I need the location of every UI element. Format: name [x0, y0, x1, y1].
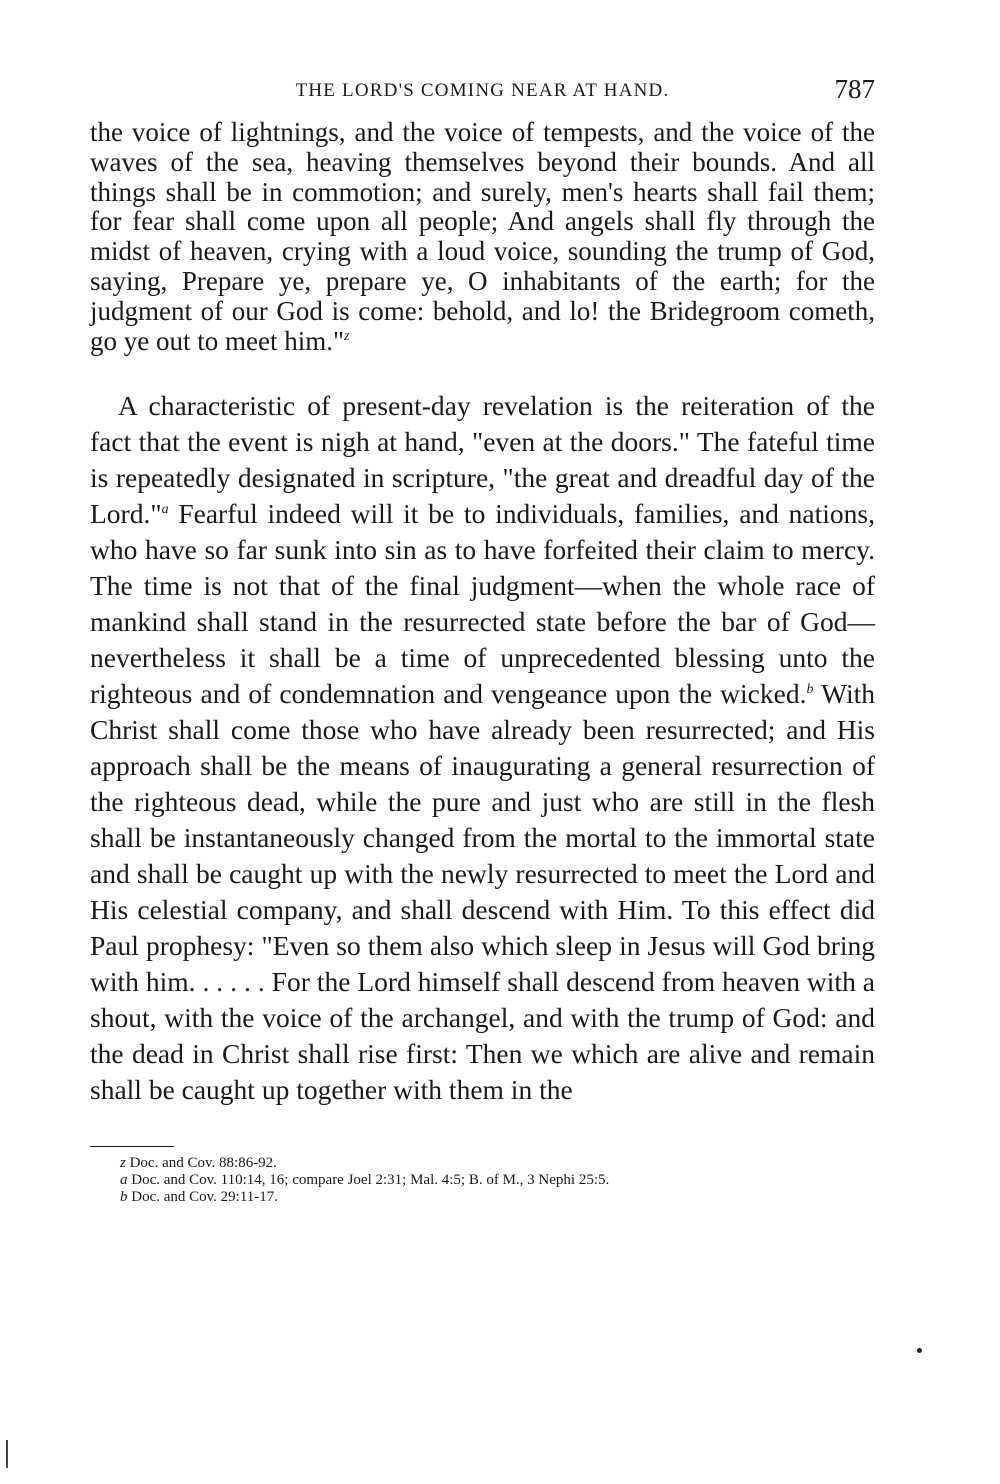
footnote-mark: z — [120, 1155, 126, 1172]
ink-speck — [917, 1348, 922, 1353]
footnote-text: Doc. and Cov. 29:11-17. — [127, 1189, 279, 1206]
footnotes — [90, 1155, 875, 1206]
paragraph-text: the voice of lightnings, and the voice of tempests, and the voice of the waves of the sea, heaving themselves beyond their bounds. And all things shall be in commotion; and surely, men's hearts shall fail them; for fear shall come upon all people; And angels shall fly through the midst of heaven, crying with a loud voice, sounding the trump of God, saying, Prepare ye, prepare ye, O inhabitants of the earth; for the judgment of our God is come: behold, and lo! the Bridegroom cometh, go ye out to meet him." — [90, 117, 875, 356]
book-page — [90, 68, 875, 1206]
footnote-ref-z: z — [343, 328, 350, 344]
paragraph-main — [90, 388, 875, 1108]
paragraph-text: A characteristic of present-day revelation is the reiteration of the fact that the event is nigh at hand, "even at the doors." The fateful time is repeatedly designated in scripture, "the great and dreadful day of the Lord." — [90, 390, 875, 530]
footnote-ref-b: b — [806, 682, 814, 698]
page-number: 787 — [834, 74, 875, 104]
paragraph-text: With Christ shall come those who have already been resurrected; and His approach shall be the means of inaugurating a general resurrection of the righteous dead, while the pure and just who are still in the flesh shall be instantaneously changed from the mortal to the immortal state and shall be caught up with the newly resurrected to meet the Lord and His celestial company, and shall descend with Him. To this effect did Paul prophesy: "Even so them also which sleep in Jesus will God bring with him. . . . . . For the Lord himself shall descend from heaven with a shout, with the voice of the archangel, and with the trump of God: and the dead in Christ shall rise first: Then we which are alive and remain shall be caught up together with them in the — [90, 678, 875, 1106]
body-text — [90, 118, 875, 1108]
footnote-rule — [90, 1146, 174, 1147]
scan-edge-mark — [6, 1440, 8, 1468]
running-head — [90, 68, 875, 112]
paragraph-continued — [90, 118, 875, 356]
running-title: THE LORD'S COMING NEAR AT HAND. — [295, 80, 670, 101]
footnote-ref-a: a — [161, 502, 169, 518]
footnote-text: Doc. and Cov. 110:14, 16; compare Joel 2:31; Mal. 4:5; B. of M., 3 Nephi 25:5. — [127, 1172, 610, 1189]
footnote-mark: b — [120, 1189, 128, 1206]
paragraph-text: Fearful indeed will it be to individuals, families, and nations, who have so far sunk into sin as to have forfeited their claim to mercy. The time is not that of the final judgment—when the whole race of mankind shall stand in the resurrected state before the bar of God—nevertheless it shall be a time of unprecedented blessing unto the righteous and of condemnation and vengeance upon the wicked. — [90, 498, 875, 710]
footnote — [90, 1189, 875, 1206]
footnote — [90, 1155, 875, 1172]
footnote-text: Doc. and Cov. 88:86-92. — [125, 1155, 277, 1172]
footnote-mark: a — [120, 1172, 128, 1189]
footnote — [90, 1172, 875, 1189]
